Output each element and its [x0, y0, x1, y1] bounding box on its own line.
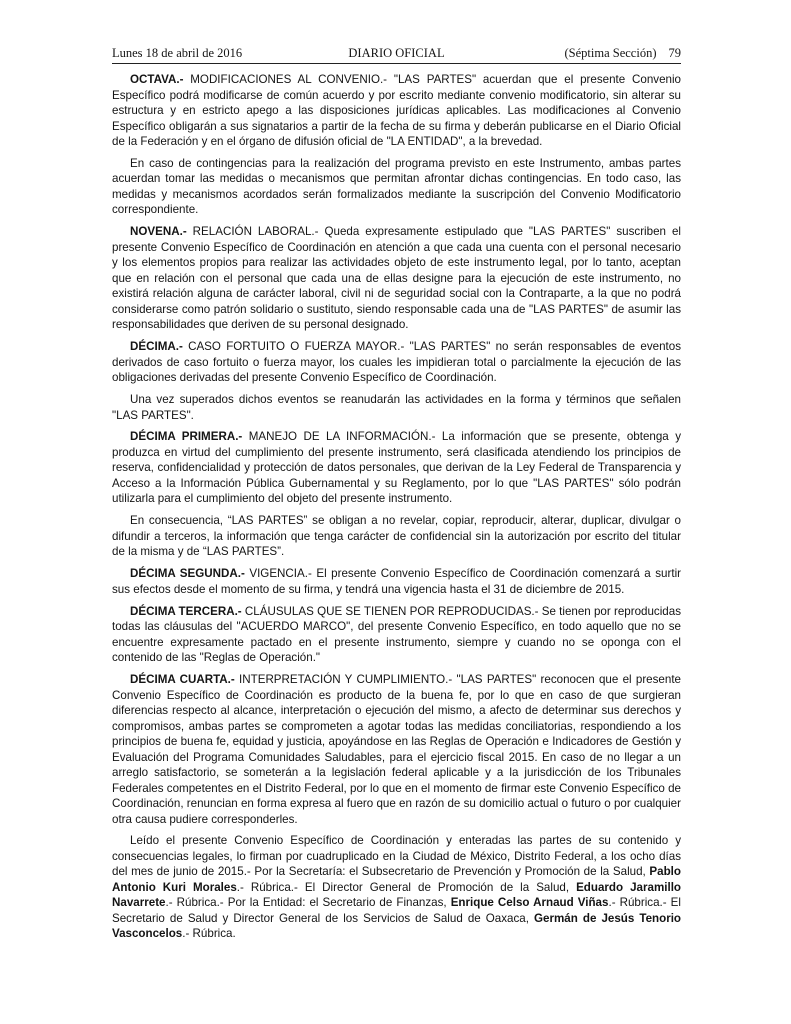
- clause-heading: DÉCIMA TERCERA.-: [130, 604, 242, 618]
- closing-intro: Leído el presente Convenio Específico de Coordinación y enteradas las partes de su contenido y consecuencias legales, lo firman por cuadruplicado en la Ciudad de México, Distrito Federal, a los ocho días del mes de junio de 2015.- Por la Secretaría: el Subsecretario de Prevención y Promoción de la Salud,: [112, 834, 681, 879]
- clause-decima-segunda: [112, 566, 681, 597]
- clause-heading: OCTAVA.-: [130, 73, 184, 86]
- header-section-and-page: [565, 46, 682, 61]
- paragraph-text: En consecuencia, “LAS PARTES” se obligan a no revelar, copiar, reproducir, alterar, duplicar, divulgar o difundir a terceros, la información que tenga carácter de confidencial sin la autorización por escrito del titular de la misma y de “LAS PARTES”.: [112, 514, 681, 559]
- clause-decima-tercera: [112, 604, 681, 666]
- clause-heading: DÉCIMA CUARTA.-: [130, 673, 235, 687]
- clause-octava: [112, 72, 681, 150]
- clause-heading: DÉCIMA.-: [130, 340, 183, 354]
- header-rule: [112, 63, 681, 64]
- clause-text: INTERPRETACIÓN Y CUMPLIMIENTO.- "LAS PARTES" reconocen que el presente Convenio Específico de Coordinación es producto de la buena fe, por lo que en caso de que surgieran diferencias respecto al alcance, interpretación o ejecución del mismo, a afecto de determinar sus derechos y compromisos, ambas partes se comprometen a agotar todas las medidas conciliatorias, respondiendo a los principios de buena fe, equidad y justicia, apoyándose en las Reglas de Operación e Indicadores de Gestión y Evaluación del Programa Comunidades Saludables, para el ejercicio fiscal 2015. En caso de no llegar a un arreglo satisfactorio, se someterán a la legislación federal aplicable y a la jurisdicción de los Tribunales Federales competentes en el Distrito Federal, por lo que en el momento de firmar este Convenio Específico de Coordinación, renuncian en forma expresa al fuero que en razón de su domicilio actual o futuro o por cualquier otra causa pudiere corresponderles.: [112, 673, 681, 826]
- closing-text: .- Rúbrica.: [182, 927, 236, 941]
- closing-text: .- Rúbrica.- El Director General de Promoción de la Salud,: [236, 880, 577, 894]
- document-body: [112, 72, 681, 948]
- clause-text: CASO FORTUITO O FUERZA MAYOR.- "LAS PARTES" no serán responsables de eventos derivados de caso fortuito o fuerza mayor, los cuales les impidieran total o parcialmente la ejecución de las obligaciones derivadas del presente Convenio Específico de Coordinación.: [112, 340, 681, 385]
- paragraph-confidencialidad: [112, 513, 681, 560]
- paragraph-text: Una vez superados dichos eventos se reanudarán las actividades en la forma y términos que señalen "LAS PARTES".: [112, 393, 681, 422]
- clause-novena: [112, 224, 681, 333]
- clause-text: MODIFICACIONES AL CONVENIO.- "LAS PARTES" acuerdan que el presente Convenio Específico podrá modificarse de común acuerdo y por escrito mediante convenio modificatorio, sin alterar su estructura y en estricto apego a las disposiciones jurídicas aplicables. Las modificaciones al Convenio Específico obligarán a sus signatarios a partir de la fecha de su firma y deberán publicarse en el Diario Oficial de la Federación y en el órgano de difusión oficial de "LA ENTIDAD", a la brevedad.: [112, 73, 681, 148]
- paragraph-text: En caso de contingencias para la realización del programa previsto en este Instrumento, ambas partes acuerdan tomar las medidas o mecanismos que permitan afrontar dichas contingencias. En todo caso, las medidas y mecanismos acordados serán formalizados mediante la suscripción del Convenio Modificatorio correspondiente.: [112, 156, 681, 217]
- clause-text: MANEJO DE LA INFORMACIÓN.- La información que se presente, obtenga y produzca en virtud del cumplimiento del presente instrumento, será clasificada atendiendo los principios de reserva, confidencialidad y protección de datos personales, que derivan de la Ley Federal de Transparencia y Acceso a la Información Pública Gubernamental y su Reglamento, por lo que "LAS PARTES" sólo podrán utilizarla para el cumplimiento del objeto del presente instrumento.: [112, 430, 681, 506]
- clause-heading: DÉCIMA PRIMERA.-: [130, 430, 243, 444]
- signer-name: Pablo Antonio Kuri Morales: [112, 865, 681, 894]
- paragraph-contingencias: [112, 156, 681, 218]
- header-page-number: 79: [668, 46, 681, 60]
- closing-text: .- Rúbrica.- Por la Entidad: el Secretario de Finanzas,: [165, 896, 451, 910]
- clause-heading: NOVENA.-: [130, 225, 187, 239]
- clause-text: VIGENCIA.- El presente Convenio Específico de Coordinación comenzará a surtir sus efectos desde el momento de su firma, y tendrá una vigencia hasta el 31 de diciembre de 2015.: [112, 567, 681, 596]
- clause-decima-cuarta: [112, 672, 681, 827]
- page-header: [112, 44, 681, 64]
- signer-name: Eduardo Jaramillo Navarrete: [112, 880, 682, 910]
- closing-signatures: [112, 833, 681, 942]
- clause-decima: [112, 339, 681, 386]
- clause-text: RELACIÓN LABORAL.- Queda expresamente estipulado que "LAS PARTES" suscriben el presente Convenio Específico de Coordinación en atención a que cada una cuenta con el personal necesario y los elementos propios para realizar las actividades objeto de este instrumento legal, por lo tanto, aceptan que en relación con el personal que cada una de ellas designe para la ejecución de este instrumento, no existirá relación alguna de carácter laboral, civil ni de seguridad social con la Contraparte, a la que no podrá considerarse como patrón solidario o sustituto, siendo responsable cada una de "LAS PARTES" de asumir las responsabilidades que deriven de su personal designado.: [112, 225, 681, 332]
- clause-decima-primera: [112, 429, 681, 507]
- paragraph-reanudacion: [112, 392, 681, 423]
- closing-text: .- Rúbrica.- El Secretario de Salud y Director General de los Servicios de Salud de Oaxaca,: [112, 896, 681, 925]
- signer-name: Enrique Celso Arnaud Viñas: [450, 896, 609, 910]
- header-section: (Séptima Sección): [564, 46, 657, 60]
- clause-heading: DÉCIMA SEGUNDA.-: [130, 567, 245, 581]
- clause-text: CLÁUSULAS QUE SE TIENEN POR REPRODUCIDAS.- Se tienen por reproducidas todas las cláusulas del "ACUERDO MARCO", del presente Convenio Específico, en todo aquello que no se encuentre expresamente pactado en el presente instrumento, siempre y cuando no se oponga con el contenido de las "Reglas de Operación.": [112, 604, 681, 665]
- header-date: Lunes 18 de abril de 2016: [112, 46, 243, 60]
- signer-name: Germán de Jesús Tenorio Vasconcelos: [112, 911, 682, 941]
- header-publication-title: DIARIO OFICIAL: [348, 46, 445, 60]
